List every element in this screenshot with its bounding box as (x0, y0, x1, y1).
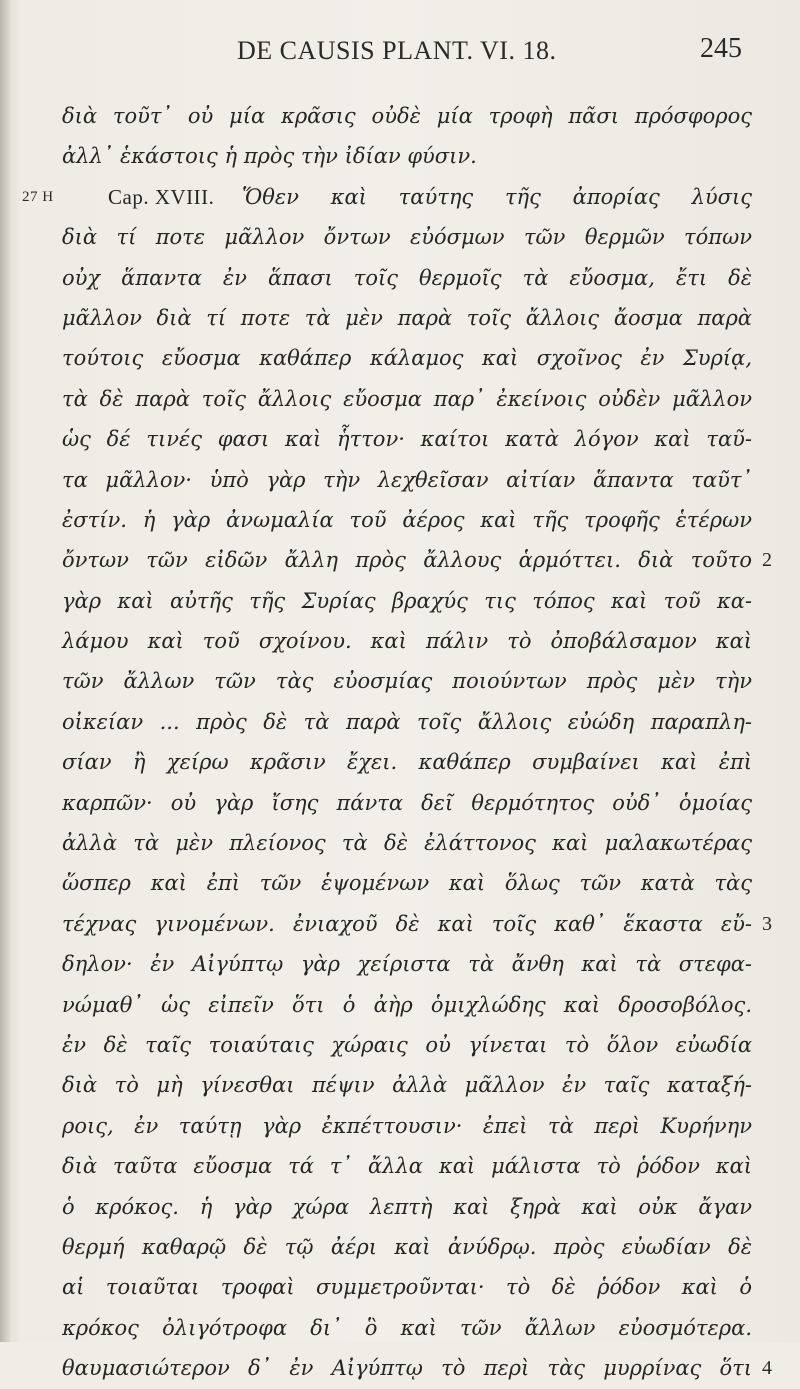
text-line-content: Ὅθεν καὶ ταύτης τῆς ἀπορίας λύσις (242, 184, 752, 209)
text-line (62, 419, 752, 459)
text-line-content: κρόκος ὀλιγότροφα δι᾽ ὃ καὶ τῶν ἄλλων εὐοσμότερα. (62, 1315, 752, 1340)
text-line (62, 1065, 752, 1105)
text-line-content: ροις, ἐν ταύτῃ γὰρ ἐκπέττουσιν· ἐπεὶ τὰ περὶ Κυρήνην (62, 1113, 752, 1138)
text-line (62, 1348, 772, 1388)
chapter-label: Cap. XVIII. (108, 184, 215, 209)
text-line (62, 298, 752, 338)
text-line (62, 540, 772, 580)
text-line-content: οὐχ ἅπαντα ἐν ἅπασι τοῖς θερμοῖς τὰ εὔοσμα, ἔτι δὲ (62, 265, 752, 290)
text-line-content: τέχνας γινομένων. ἐνιαχοῦ δὲ καὶ τοῖς καθ᾽ ἕκαστα εὔ- (62, 911, 752, 936)
text-line-content: ὡς δέ τινές φασι καὶ ἧττον· καίτοι κατὰ λόγον καὶ ταῦ- (62, 427, 752, 452)
text-line (62, 1267, 752, 1307)
page-binding-edge (0, 0, 10, 1342)
text-line (62, 258, 752, 298)
text-line (62, 985, 752, 1025)
text-line (62, 661, 752, 701)
text-line-content: θαυμασιώτερον δ᾽ ἐν Αἰγύπτῳ τὸ περὶ τὰς μυρρίνας ὅτι (62, 1356, 752, 1381)
text-line (62, 944, 752, 984)
text-line (62, 1187, 752, 1227)
text-line-content: διὰ ταῦτα εὔοσμα τά τ᾽ ἄλλα καὶ μάλιστα τὸ ῥόδον καὶ (62, 1154, 752, 1179)
text-line (62, 96, 752, 136)
text-line-content: αἱ τοιαῦται τροφαὶ συμμετροῦνται· τὸ δὲ ῥόδον καὶ ὁ (62, 1275, 752, 1300)
text-line-content: διὰ τὸ μὴ γίνεσθαι πέψιν ἀλλὰ μᾶλλον ἐν ταῖς καταξή- (62, 1073, 752, 1098)
greek-text-body (22, 96, 772, 1389)
margin-section-number: 3 (762, 912, 772, 935)
margin-section-number: 2 (762, 549, 772, 572)
text-line (62, 460, 752, 500)
running-head: DE CAUSIS PLANT. VI. 18. (237, 36, 557, 65)
text-line-content: θερμή καθαρῷ δὲ τῷ ἀέρι καὶ ἀνύδρῳ. πρὸς εὐωδίαν δὲ (62, 1234, 752, 1259)
text-line-content: διὰ τί ποτε μᾶλλον ὄντων εὐόσμων τῶν θερμῶν τόπων (62, 225, 752, 250)
text-line-content: δηλον· ἐν Αἰγύπτῳ γὰρ χείριστα τὰ ἄνθη καὶ τὰ στεφα- (62, 952, 752, 977)
section-marker: 27 H (22, 188, 54, 205)
text-line (62, 217, 752, 257)
page-header (0, 30, 800, 70)
text-line-content: καρπῶν· οὐ γὰρ ἴσης πάντα δεῖ θερμότητος οὐδ᾽ ὁμοίας (62, 790, 752, 815)
text-line (62, 904, 772, 944)
text-line (62, 783, 752, 823)
text-line-content: τα μᾶλλον· ὑπὸ γὰρ τὴν λεχθεῖσαν αἰτίαν ἅπαντα ταῦτ᾽ (62, 467, 752, 492)
text-line (62, 863, 752, 903)
text-line-content: ἐστίν. ἡ γὰρ ἀνωμαλία τοῦ ἀέρος καὶ τῆς τροφῆς ἑτέρων (62, 507, 752, 532)
text-line-content: ἀλλὰ τὰ μὲν πλείονος τὰ δὲ ἐλάττονος καὶ μαλακωτέρας (62, 831, 752, 856)
text-line (62, 742, 752, 782)
text-line (62, 1106, 752, 1146)
text-line-content: ἀλλ᾽ ἑκάστοις ἡ πρὸς τὴν ἰδίαν φύσιν. (62, 144, 477, 169)
margin-section-number: 4 (762, 1357, 772, 1380)
text-line-content: ὁ κρόκος. ἡ γὰρ χώρα λεπτὴ καὶ ξηρὰ καὶ οὐκ ἄγαν (62, 1194, 752, 1219)
text-line-content: νώμαθ᾽ ὡς εἰπεῖν ὅτι ὁ ἀὴρ ὁμιχλώδης καὶ δροσοβόλος. (62, 992, 752, 1017)
text-line (62, 621, 752, 661)
text-line-content: ὄντων τῶν εἰδῶν ἄλλη πρὸς ἄλλους ἁρμόττει. διὰ τοῦτο (62, 548, 752, 573)
text-line (62, 1227, 752, 1267)
chapter-heading-line (22, 177, 752, 217)
text-line-content: γὰρ καὶ αὐτῆς τῆς Συρίας βραχύς τις τόπος καὶ τοῦ κα- (62, 588, 752, 613)
text-line (62, 1146, 752, 1186)
text-line-content: ὥσπερ καὶ ἐπὶ τῶν ἑψομένων καὶ ὅλως τῶν κατὰ τὰς (62, 871, 752, 896)
text-line-content: ἐν δὲ ταῖς τοιαύταις χώραις οὐ γίνεται τὸ ὅλον εὐωδία (62, 1032, 752, 1057)
text-line-content: τῶν ἄλλων τῶν τὰς εὐοσμίας ποιούντων πρὸς μὲν τὴν (62, 669, 752, 694)
text-line (62, 136, 752, 176)
text-line-content: σίαν ἢ χείρω κρᾶσιν ἔχει. καθάπερ συμβαίνει καὶ ἐπὶ (62, 750, 752, 775)
text-line (62, 338, 752, 378)
text-line (62, 1308, 752, 1348)
text-line-content: μᾶλλον διὰ τί ποτε τὰ μὲν παρὰ τοῖς ἄλλοις ἄοσμα παρὰ (62, 305, 752, 330)
text-line-content: τούτοις εὔοσμα καθάπερ κάλαμος καὶ σχοῖνος ἐν Συρίᾳ, (62, 346, 752, 371)
text-line-content: λάμου καὶ τοῦ σχοίνου. καὶ πάλιν τὸ ὀποβάλσαμον καὶ (62, 629, 752, 654)
text-line (62, 500, 752, 540)
text-line-content: διὰ τοῦτ᾽ οὐ μία κρᾶσις οὐδὲ μία τροφὴ πᾶσι πρόσφορος (62, 104, 752, 128)
text-line-content: τὰ δὲ παρὰ τοῖς ἄλλοις εὔοσμα παρ᾽ ἐκείνοις οὐδὲν μᾶλλον (62, 386, 752, 411)
text-line (62, 379, 752, 419)
page-number: 245 (700, 33, 742, 64)
text-line (62, 823, 752, 863)
text-line (62, 1025, 752, 1065)
text-line (62, 702, 752, 742)
text-line (62, 581, 752, 621)
text-line-content: οἰκείαν ... πρὸς δὲ τὰ παρὰ τοῖς ἄλλοις εὐώδη παραπλη- (62, 709, 752, 734)
